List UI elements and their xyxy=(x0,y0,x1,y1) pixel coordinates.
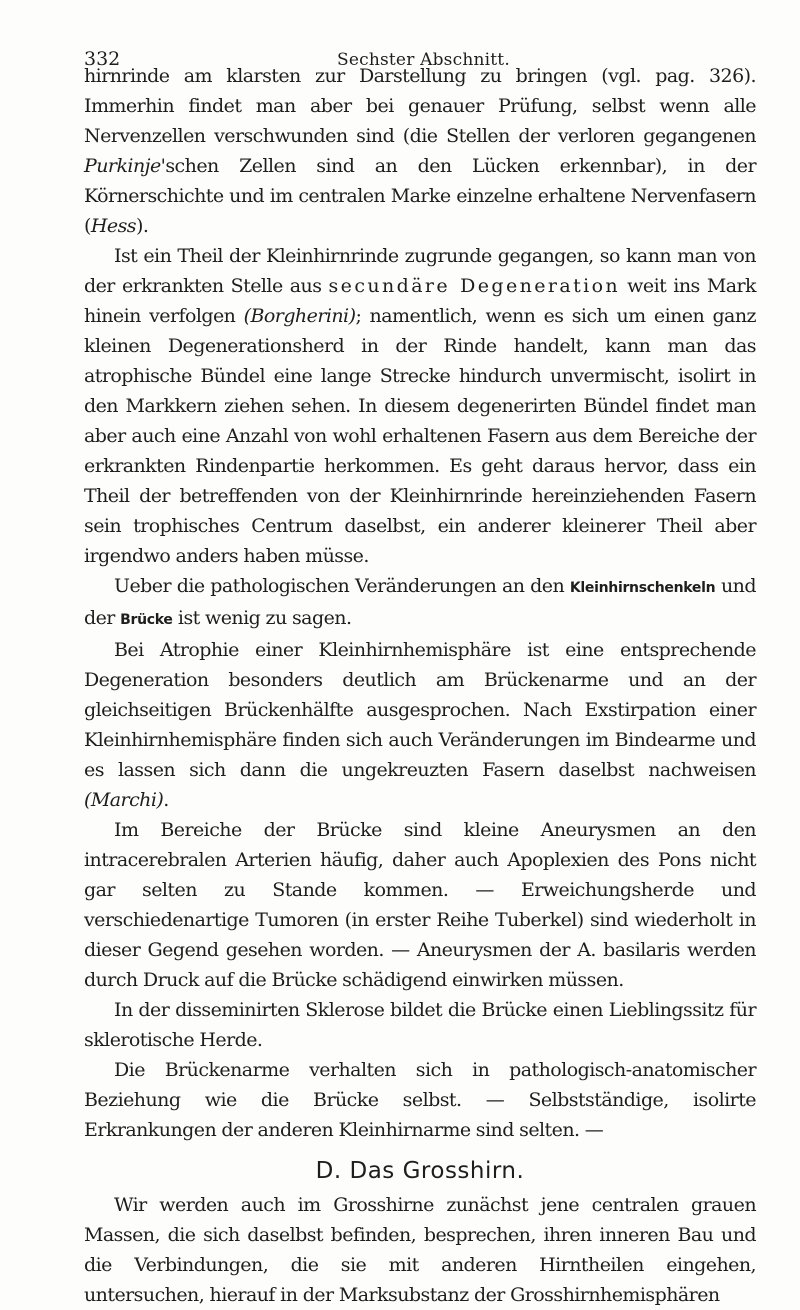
author-name: (Borgherini) xyxy=(243,305,356,327)
paragraph-4: Bei Atrophie einer Kleinhirnhemisphäre ist eine entsprechende Degeneration besonders deutlich am Brückenarme und an der gleichseitigen Brückenhälfte ausgesprochen. Nach Exstirpation einer Kleinhirnhemisphäre finden sich auch Veränderungen im Bindearme und es lassen sich dann die ungekreuzten Fasern daselbst nachweisen (Marchi). xyxy=(84,639,756,811)
running-head: Sechster Abschnitt. xyxy=(337,50,510,70)
author-name: Hess xyxy=(90,215,136,237)
bold-term: Brücke xyxy=(120,612,173,628)
page-header xyxy=(84,0,756,70)
paragraph-6: In der disseminirten Sklerose bildet die Brücke einen Lieblingssitz für sklerotische Herde. xyxy=(84,999,756,1051)
paragraph-3: Ueber die pathologischen Veränderungen an den Kleinhirnschenkeln und der Brücke ist wenig zu sagen. xyxy=(84,575,756,629)
emphasized-term: secundäre Degeneration xyxy=(328,275,621,297)
page-number: 332 xyxy=(84,48,121,70)
paragraph-7: Die Brückenarme verhalten sich in pathologisch-anatomischer Beziehung wie die Brücke selbst. — Selbstständige, isolirte Erkrankungen der anderen Kleinhirnarme sind selten. — xyxy=(84,1059,756,1141)
paragraph-2: Ist ein Theil der Kleinhirnrinde zugrunde gegangen, so kann man von der erkrankten Stelle aus secundäre Degeneration weit ins Mark hinein verfolgen (Borgherini); namentlich, wenn es sich um einen ganz kleinen Degenerationsherd in der Rinde handelt, kann man das atrophische Bündel eine lange Strecke hindurch unvermischt, isolirt in den Markkern ziehen sehen. In diesem degenerirten Bündel findet man aber auch eine Anzahl von wohl erhaltenen Fasern aus dem Bereiche der erkrankten Rindenpartie herkommen. Es geht daraus hervor, dass ein Theil der betreffenden von der Kleinhirnrinde hereinziehenden Fasern sein trophisches Centrum daselbst, ein anderer kleinerer Theil aber irgendwo anders haben müsse. xyxy=(84,245,756,567)
paragraph-1: hirnrinde am klarsten zur Darstellung zu bringen (vgl. pag. 326). Immerhin findet man aber bei genauer Prüfung, selbst wenn alle Nervenzellen verschwunden sind (die Stellen der verloren gegangenen Purkinje'schen Zellen sind an den Lücken erkennbar), in der Körnerschichte und im centralen Marke einzelne erhaltene Nervenfasern (Hess). xyxy=(84,65,756,237)
author-name: (Marchi) xyxy=(84,789,164,811)
bold-term: Kleinhirnschenkeln xyxy=(569,580,716,596)
section-heading: D. Das Grosshirn. xyxy=(315,1158,525,1184)
paragraph-8: Wir werden auch im Grosshirne zunächst jene centralen grauen Massen, die sich daselbst befinden, besprechen, ihren inneren Bau und die Verbindungen, die sie mit anderen Hirntheilen eingehen, untersuchen, hierauf in der Marksubstanz der Grosshirnhemisphären xyxy=(84,1194,756,1306)
body-text xyxy=(84,61,756,1310)
author-name: Purkinje xyxy=(84,155,161,177)
paragraph-5: Im Bereiche der Brücke sind kleine Aneurysmen an den intracerebralen Arterien häufig, daher auch Apoplexien des Pons nicht gar selten zu Stande kommen. — Erweichungsherde und verschiedenartige Tumoren (in erster Reihe Tuberkel) sind wiederholt in dieser Gegend gesehen worden. — Aneurysmen der A. basilaris werden durch Druck auf die Brücke schädigend einwirken müssen. xyxy=(84,819,756,991)
